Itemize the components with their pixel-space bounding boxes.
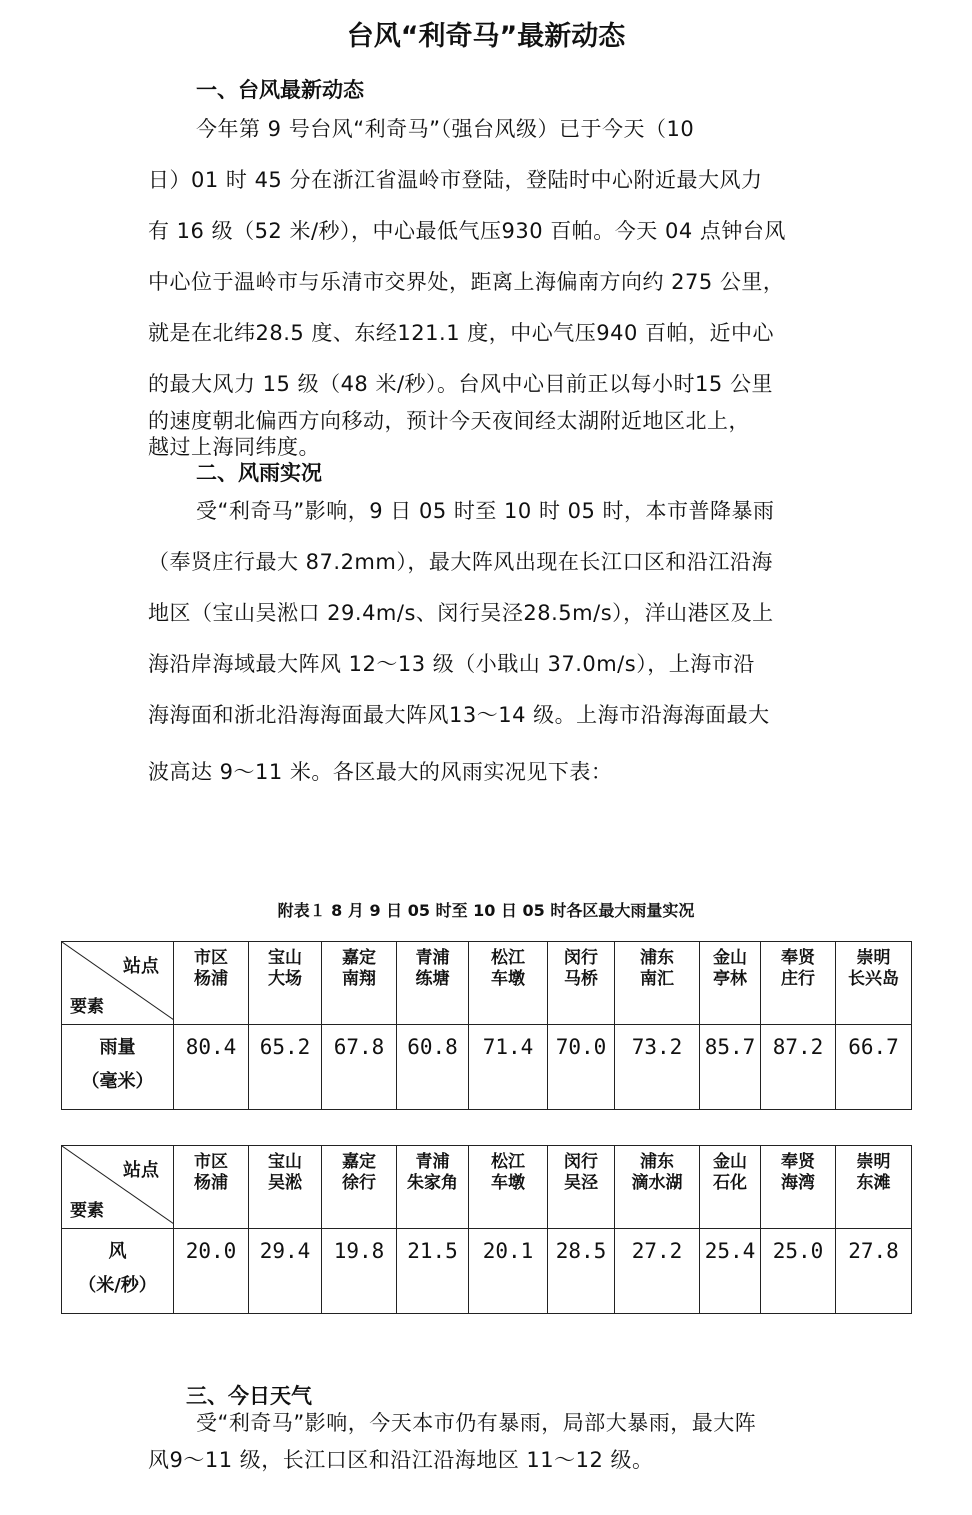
rain-value-row <box>62 1025 912 1110</box>
s1-line-3: 中心位于温岭市与乐清市交界处，距离上海偏南方向约 275 公里， <box>148 270 785 294</box>
wind-value: 25.0 <box>761 1229 836 1314</box>
rain-value: 60.8 <box>397 1025 469 1110</box>
wind-value: 20.1 <box>469 1229 548 1314</box>
station-header: 金山 石化 <box>700 1146 761 1229</box>
station-header: 市区 杨浦 <box>174 942 249 1025</box>
wind-header-row <box>62 1146 912 1229</box>
s3-line-1: 风9～11 级，长江口区和沿江沿海地区 11～12 级。 <box>148 1448 654 1472</box>
rain-value: 73.2 <box>615 1025 700 1110</box>
section1-heading: 一、台风最新动态 <box>196 78 364 102</box>
s1-line-6: 的速度朝北偏西方向移动，预计今天夜间经太湖附近地区北上， <box>148 409 750 433</box>
rain-value: 70.0 <box>548 1025 615 1110</box>
wind-value: 20.0 <box>174 1229 249 1314</box>
s1-line-2: 有 16 级（52 米/秒），中心最低气压930 百帕。今天 04 点钟台风 <box>148 219 786 243</box>
s1-line-5: 的最大风力 15 级（48 米/秒）。台风中心目前正以每小时15 公里 <box>148 372 773 396</box>
corner-element-label: 要素 <box>70 997 104 1017</box>
station-header: 嘉定 南翔 <box>322 942 397 1025</box>
station-header: 松江 车墩 <box>469 942 548 1025</box>
wind-value: 28.5 <box>548 1229 615 1314</box>
station-header: 嘉定 徐行 <box>322 1146 397 1229</box>
wind-value: 19.8 <box>322 1229 397 1314</box>
s3-line-0: 受“利奇马”影响，今天本市仍有暴雨，局部大暴雨，最大阵 <box>196 1411 757 1435</box>
rain-value: 66.7 <box>836 1025 912 1110</box>
section2-heading: 二、风雨实况 <box>196 461 322 485</box>
rain-value: 67.8 <box>322 1025 397 1110</box>
station-header: 浦东 南汇 <box>615 942 700 1025</box>
s1-line-1: 日）01 时 45 分在浙江省温岭市登陆，登陆时中心附近最大风力 <box>148 168 763 192</box>
s2-line-2: 地区（宝山吴淞口 29.4m/s、闵行吴泾28.5m/s），洋山港区及上 <box>148 601 774 625</box>
wind-corner-cell <box>62 1146 174 1229</box>
wind-value: 21.5 <box>397 1229 469 1314</box>
wind-value: 27.2 <box>615 1229 700 1314</box>
station-header: 崇明 长兴岛 <box>836 942 912 1025</box>
wind-value: 27.8 <box>836 1229 912 1314</box>
station-header: 市区 杨浦 <box>174 1146 249 1229</box>
s2-line-4: 海海面和浙北沿海海面最大阵风13～14 级。上海市沿海海面最大 <box>148 703 770 727</box>
rain-value: 85.7 <box>700 1025 761 1110</box>
corner-element-label: 要素 <box>70 1201 104 1221</box>
station-header: 宝山 吴淞 <box>249 1146 322 1229</box>
section3-heading: 三、今日天气 <box>186 1384 312 1408</box>
rain-value: 80.4 <box>174 1025 249 1110</box>
wind-value-row <box>62 1229 912 1314</box>
s2-line-3: 海沿岸海域最大阵风 12～13 级（小戢山 37.0m/s），上海市沿 <box>148 652 755 676</box>
rain-row-label: 雨量 （毫米） <box>62 1025 174 1110</box>
station-header: 闵行 吴泾 <box>548 1146 615 1229</box>
station-header: 奉贤 庄行 <box>761 942 836 1025</box>
rain-value: 71.4 <box>469 1025 548 1110</box>
station-header: 青浦 朱家角 <box>397 1146 469 1229</box>
rain-header-row <box>62 942 912 1025</box>
wind-value: 29.4 <box>249 1229 322 1314</box>
s1-line-0: 今年第 9 号台风“利奇马”（强台风级）已于今天（10 <box>196 117 695 141</box>
corner-station-label: 站点 <box>123 956 159 977</box>
station-header: 浦东 滴水湖 <box>615 1146 700 1229</box>
s2-line-5: 波高达 9～11 米。各区最大的风雨实况见下表： <box>148 760 613 784</box>
page-title: 台风“利奇马”最新动态 <box>346 21 626 52</box>
rain-table <box>61 941 912 1110</box>
station-header: 金山 亭林 <box>700 942 761 1025</box>
station-header: 宝山 大场 <box>249 942 322 1025</box>
rain-value: 87.2 <box>761 1025 836 1110</box>
rain-corner-cell <box>62 942 174 1025</box>
wind-row-label: 风 （米/秒） <box>62 1229 174 1314</box>
rain-value: 65.2 <box>249 1025 322 1110</box>
s1-line-4: 就是在北纬28.5 度、东经121.1 度，中心气压940 百帕，近中心 <box>148 321 774 345</box>
station-header: 奉贤 海湾 <box>761 1146 836 1229</box>
s2-line-1: （奉贤庄行最大 87.2mm），最大阵风出现在长江口区和沿江沿海 <box>148 550 773 574</box>
s2-line-0: 受“利奇马”影响，9 日 05 时至 10 时 05 时，本市普降暴雨 <box>196 499 775 523</box>
station-header: 松江 车墩 <box>469 1146 548 1229</box>
wind-value: 25.4 <box>700 1229 761 1314</box>
station-header: 崇明 东滩 <box>836 1146 912 1229</box>
corner-station-label: 站点 <box>123 1160 159 1181</box>
station-header: 青浦 练塘 <box>397 942 469 1025</box>
station-header: 闵行 马桥 <box>548 942 615 1025</box>
s1-line-7: 越过上海同纬度。 <box>148 435 320 459</box>
table-caption: 附表１ 8 月 9 日 05 时至 10 日 05 时各区最大雨量实况 <box>277 901 695 920</box>
wind-table <box>61 1145 912 1314</box>
